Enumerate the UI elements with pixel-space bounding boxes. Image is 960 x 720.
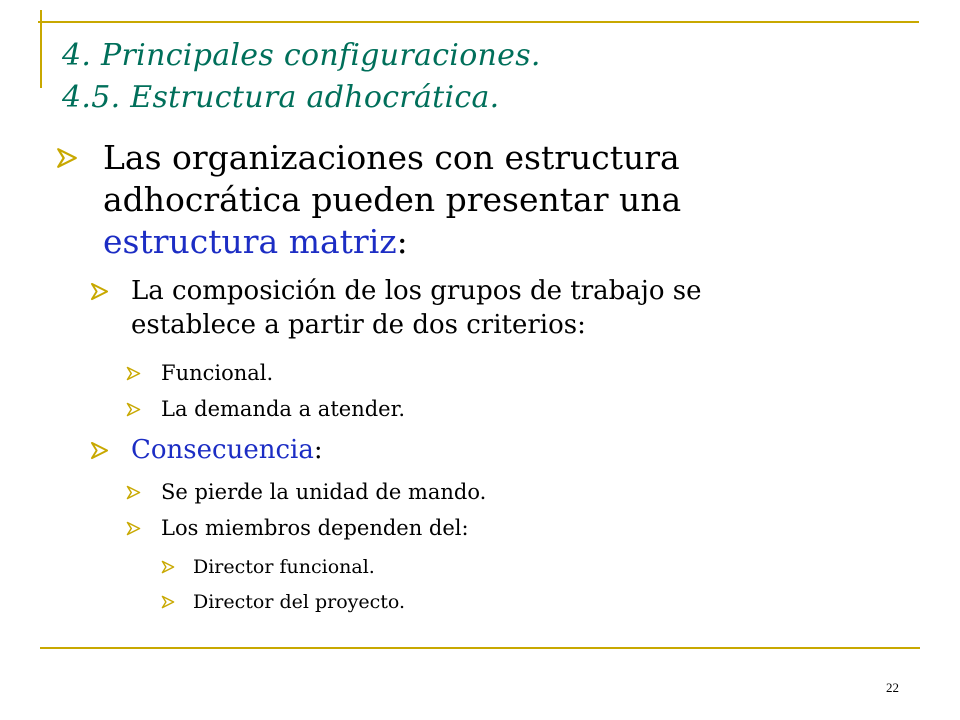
- item-text-line: Los miembros dependen del:: [161, 516, 469, 540]
- arrow-bullet-icon: [90, 274, 109, 310]
- item-text-line: Director del proyecto.: [193, 591, 406, 613]
- item-text-line: La composición de los grupos de trabajo se: [131, 276, 702, 306]
- title-line-2: 4.5. Estructura adhocrática.: [62, 80, 500, 115]
- arrow-bullet-icon: [126, 478, 141, 507]
- item-text-punct: :: [396, 222, 408, 261]
- item-text-punct: :: [313, 435, 323, 465]
- item-text-line: Director funcional.: [193, 556, 375, 578]
- arrow-bullet-icon: [161, 554, 175, 581]
- item-text-line: [103, 221, 681, 263]
- page-number: 22: [886, 680, 899, 695]
- title-line-1: 4. Principales configuraciones.: [62, 38, 541, 73]
- arrow-bullet-icon: [126, 395, 141, 424]
- top-rule: [38, 21, 919, 23]
- arrow-bullet-icon: [126, 514, 141, 543]
- item-text-line: establece a partir de dos criterios:: [131, 310, 586, 340]
- arrow-bullet-icon: [126, 359, 141, 388]
- highlight-term: Consecuencia: [131, 435, 314, 465]
- bottom-rule: [40, 647, 920, 649]
- item-text-line: Las organizaciones con estructura: [103, 138, 680, 177]
- highlight-term: estructura matriz: [103, 222, 397, 261]
- arrow-bullet-icon: [161, 589, 175, 616]
- slide-title: [62, 35, 541, 119]
- item-text-line: Se pierde la unidad de mando.: [161, 480, 487, 504]
- item-text-line: Funcional.: [161, 361, 274, 385]
- arrow-bullet-icon: [90, 433, 109, 469]
- item-text-line: La demanda a atender.: [161, 397, 405, 421]
- item-text-line: adhocrática pueden presentar una: [103, 180, 682, 219]
- arrow-bullet-icon: [56, 137, 78, 179]
- left-vertical-rule: [40, 10, 42, 88]
